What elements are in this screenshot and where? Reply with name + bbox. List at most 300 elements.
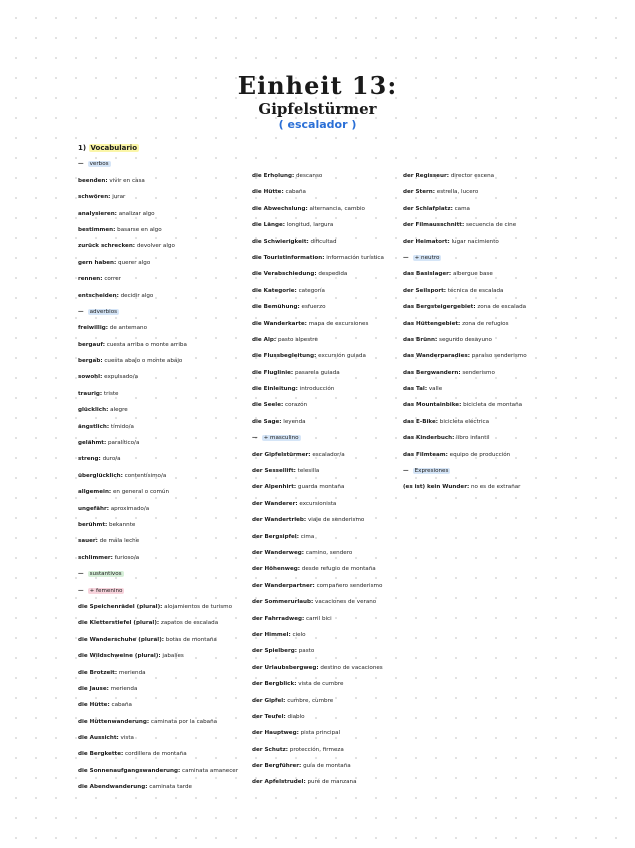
bullet-dash: — bbox=[252, 435, 258, 442]
vocab-definition: pasto alpestre bbox=[277, 336, 318, 343]
vocab-entry bbox=[78, 779, 248, 795]
vocab-term: die Jause: bbox=[78, 685, 109, 692]
vocab-definition: botas de montaña bbox=[165, 636, 217, 643]
vocab-definition: excursionista bbox=[299, 500, 337, 507]
vocab-entry bbox=[403, 414, 603, 430]
vocab-entry bbox=[252, 512, 402, 528]
page-title: Einheit 13: bbox=[237, 71, 398, 100]
vocab-entry bbox=[78, 517, 248, 533]
vocab-entry bbox=[403, 397, 603, 413]
vocab-entry bbox=[252, 479, 402, 495]
vocab-term: die Abwechslung: bbox=[252, 205, 308, 212]
vocab-entry bbox=[252, 660, 402, 676]
vocab-term: der Wandertrieb: bbox=[252, 517, 307, 524]
vocab-definition: pasarela guiada bbox=[294, 369, 340, 376]
vocab-definition: jurar bbox=[112, 194, 126, 201]
vocab-definition: triste bbox=[103, 390, 119, 397]
vocab-entry bbox=[252, 463, 402, 479]
vocab-term: die Seele: bbox=[252, 402, 284, 409]
vocab-definition: vista bbox=[120, 735, 134, 742]
vocab-entry bbox=[78, 681, 248, 697]
vocab-definition: aproximado/a bbox=[110, 505, 150, 512]
vocab-definition: querer algo bbox=[118, 259, 151, 266]
vocab-term: bergab: bbox=[78, 358, 103, 365]
vocab-term: die Einleitung: bbox=[252, 386, 298, 393]
vocab-entry bbox=[403, 184, 603, 200]
vocab-term: überglücklich: bbox=[78, 472, 123, 479]
vocab-term: schwören: bbox=[78, 194, 111, 201]
vocab-definition: cielo bbox=[292, 631, 306, 638]
vocab-term: das Mountainbike: bbox=[403, 402, 462, 409]
vocab-term: zurück schrecken: bbox=[78, 243, 136, 250]
vocab-term: die Alp: bbox=[252, 336, 277, 343]
vocab-entry bbox=[403, 299, 603, 315]
vocab-definition: corazón bbox=[285, 402, 308, 409]
vocab-term: das Tal: bbox=[403, 386, 428, 393]
vocab-definition: merienda bbox=[118, 669, 146, 676]
vocab-entry bbox=[252, 397, 402, 413]
vocab-definition: descanso bbox=[295, 173, 323, 179]
vocab-entry bbox=[252, 316, 402, 332]
vocab-entry bbox=[78, 419, 248, 435]
vocab-entry bbox=[78, 697, 248, 713]
vocab-definition: paralítico/a bbox=[108, 440, 140, 447]
vocab-term: die Bemühung: bbox=[252, 304, 300, 311]
vocab-definition: escalador/a bbox=[312, 451, 345, 458]
vocab-definition: dificultad bbox=[310, 238, 337, 245]
vocab-entry bbox=[403, 266, 603, 282]
vocab-term: das Bergwandern: bbox=[403, 369, 461, 376]
vocab-term: der Urlaubsbergweg: bbox=[252, 664, 319, 671]
vocab-entry bbox=[252, 332, 402, 348]
vocab-term: die Speichenrädel (plural): bbox=[78, 603, 163, 610]
vocab-entry bbox=[78, 746, 248, 762]
bullet-dash: — bbox=[78, 587, 84, 594]
vocab-definition: caminata tarde bbox=[149, 784, 192, 791]
vocab-definition: cumbre, cumbre bbox=[287, 697, 334, 704]
vocab-definition: tímido/a bbox=[110, 423, 134, 430]
vocab-entry bbox=[78, 206, 248, 222]
vocab-definition: equipo de producción bbox=[449, 451, 511, 458]
vocab-definition: camino, sendero bbox=[305, 549, 353, 556]
vocab-entry bbox=[403, 234, 603, 250]
vocab-entry bbox=[78, 714, 248, 730]
vocab-term: die Flussbegleitung: bbox=[252, 353, 317, 360]
vocab-entry bbox=[403, 283, 603, 299]
vocab-term: der Bergsipfel: bbox=[252, 533, 299, 540]
vocab-definition: cima bbox=[300, 533, 315, 540]
vocab-entry bbox=[403, 447, 603, 463]
vocab-entry bbox=[252, 348, 402, 364]
vocab-definition: correr bbox=[104, 276, 121, 283]
vocab-definition: cuesta abajo o monte abajo bbox=[104, 358, 183, 365]
vocab-entry bbox=[252, 299, 402, 315]
vocab-term: das Wanderparadies: bbox=[403, 353, 470, 360]
vocab-term: die Wildschweine (plural): bbox=[78, 653, 161, 660]
vocab-term: beenden: bbox=[78, 177, 108, 184]
vocab-definition: paraíso senderismo bbox=[471, 353, 527, 360]
vocab-term: sauer: bbox=[78, 538, 98, 545]
vocab-entry bbox=[78, 599, 248, 615]
vocab-entry bbox=[403, 316, 603, 332]
vocab-definition: secuencia de cine bbox=[465, 222, 517, 229]
vocab-entry bbox=[78, 501, 248, 517]
vocab-entry bbox=[78, 353, 248, 369]
vocab-term: die Hüttenwanderung: bbox=[78, 718, 150, 725]
vocab-definition: senderismo bbox=[462, 369, 495, 376]
category-heading bbox=[403, 250, 603, 266]
vocab-entry bbox=[252, 676, 402, 692]
vocab-entry bbox=[78, 615, 248, 631]
vocab-term: gelähmt: bbox=[78, 440, 107, 447]
vocab-definition: bicicleta eléctrica bbox=[439, 418, 490, 425]
vocab-definition: diablo bbox=[287, 713, 305, 720]
vocab-term: die Wanderkarte: bbox=[252, 320, 307, 327]
vocab-term: glücklich: bbox=[78, 407, 109, 414]
vocab-term: der Seilsport: bbox=[403, 287, 447, 294]
vocab-term: die Kletterstiefel (plural): bbox=[78, 620, 160, 627]
vocab-definition: decidir algo bbox=[120, 292, 154, 299]
vocab-definition: compañero senderismo bbox=[316, 582, 383, 589]
vocab-definition: duro/a bbox=[102, 456, 121, 463]
vocab-definition: información turística bbox=[326, 254, 384, 261]
vocab-entry bbox=[252, 168, 402, 184]
vocab-term: das Bergsteigergebiet: bbox=[403, 304, 476, 311]
category-heading bbox=[252, 430, 402, 446]
vocab-entry bbox=[78, 189, 248, 205]
vocab-term: rennen: bbox=[78, 276, 103, 283]
category-heading bbox=[78, 583, 248, 599]
vocab-term: die Touristinformation: bbox=[252, 254, 325, 261]
vocab-entry bbox=[252, 594, 402, 610]
vocab-entry bbox=[252, 447, 402, 463]
vocab-entry bbox=[78, 238, 248, 254]
vocab-term: die Aussicht: bbox=[78, 735, 119, 742]
bullet-dash: — bbox=[403, 468, 409, 475]
vocab-entry bbox=[78, 255, 248, 271]
vocab-term: analysieren: bbox=[78, 210, 117, 217]
vocab-definition: leyenda bbox=[283, 418, 306, 425]
vocab-entry bbox=[252, 758, 402, 774]
vocab-definition: vacaciones de verano bbox=[315, 599, 377, 606]
vocab-definition: alegre bbox=[110, 407, 128, 414]
vocab-term: das Brünn: bbox=[403, 336, 438, 343]
vocab-entry bbox=[252, 496, 402, 512]
vocab-term: die Brotzeit: bbox=[78, 669, 118, 676]
vocab-definition: cama bbox=[454, 205, 470, 212]
vocab-definition: contentísimo/a bbox=[124, 472, 167, 479]
section-title: Vocabulario bbox=[90, 144, 138, 152]
vocab-definition: caminata amanecer bbox=[182, 767, 239, 774]
section-heading bbox=[78, 140, 248, 156]
vocab-entry bbox=[78, 320, 248, 336]
vocab-definition: bekannte bbox=[109, 521, 136, 528]
vocab-entry bbox=[252, 709, 402, 725]
vocab-entry bbox=[403, 430, 603, 446]
vocab-entry bbox=[403, 365, 603, 381]
vocab-entry bbox=[78, 173, 248, 189]
vocab-term: die Schwierigkeit: bbox=[252, 238, 309, 245]
category-label: sustantivos bbox=[89, 571, 122, 578]
vocab-definition: estrella, lucero bbox=[436, 189, 479, 196]
bullet-dash: — bbox=[78, 571, 84, 578]
vocab-entry bbox=[78, 468, 248, 484]
vocab-entry bbox=[78, 665, 248, 681]
vocab-term: das Filmteam: bbox=[403, 451, 448, 458]
subtitle-translation: ( escalador ) bbox=[278, 118, 357, 131]
vocab-definition: cabaña bbox=[285, 189, 306, 196]
vocab-entry bbox=[78, 369, 248, 385]
vocab-term: der Heimatort: bbox=[403, 238, 450, 245]
vocab-term: streng: bbox=[78, 456, 101, 463]
vocab-term: der Bergführer: bbox=[252, 763, 302, 770]
vocab-term: sowohl: bbox=[78, 374, 103, 381]
bullet-dash: — bbox=[403, 254, 409, 261]
vocab-entry bbox=[252, 529, 402, 545]
vocab-entry bbox=[252, 627, 402, 643]
vocab-definition: cuesta arriba o monte arriba bbox=[106, 341, 187, 348]
vocab-term: bestimmen: bbox=[78, 226, 116, 233]
vocab-entry bbox=[252, 414, 402, 430]
vocab-entry bbox=[252, 217, 402, 233]
vocab-definition: esfuerzo bbox=[301, 304, 326, 311]
vocab-definition: de mala leche bbox=[99, 538, 140, 545]
section-number: 1) bbox=[78, 144, 87, 152]
vocab-definition: pasto bbox=[298, 648, 315, 655]
vocab-term: der Spielberg: bbox=[252, 648, 297, 655]
vocab-term: das Kinderbuch: bbox=[403, 435, 455, 442]
vocab-term: die Sage: bbox=[252, 418, 282, 425]
vocab-definition: telesilla bbox=[297, 468, 320, 475]
vocab-entry bbox=[252, 545, 402, 561]
vocab-term: der Höhenweg: bbox=[252, 566, 300, 573]
vocab-definition: de antemano bbox=[109, 325, 147, 332]
vocab-definition: no es de extrañar bbox=[470, 484, 521, 491]
category-label: adverbios bbox=[89, 308, 118, 315]
vocab-definition: devolver algo bbox=[136, 243, 175, 250]
vocab-entry bbox=[252, 365, 402, 381]
vocab-term: der Sessellift: bbox=[252, 468, 296, 475]
vocab-definition: introducción bbox=[299, 386, 335, 393]
page-subtitle: Gipfelstürmer bbox=[258, 100, 377, 118]
vocab-term: der Hauptweg: bbox=[252, 730, 299, 737]
category-label: Expresiones bbox=[414, 468, 449, 475]
vocab-entry bbox=[252, 578, 402, 594]
category-label: + masculino bbox=[263, 435, 299, 442]
vocab-entry bbox=[78, 435, 248, 451]
vocab-term: der Bergblick: bbox=[252, 681, 297, 688]
category-heading bbox=[403, 463, 603, 479]
vocab-term: die Fluglinie: bbox=[252, 369, 294, 376]
vocab-entry bbox=[252, 611, 402, 627]
vocab-term: allgemein: bbox=[78, 489, 112, 496]
vocab-entry bbox=[78, 451, 248, 467]
vocab-term: der Teufel: bbox=[252, 713, 286, 720]
vocab-definition: caminata por la cabaña bbox=[150, 718, 218, 725]
vocab-definition: zapatos de escalada bbox=[160, 620, 219, 627]
vocab-definition: furioso/a bbox=[114, 554, 140, 561]
category-label: verbos bbox=[89, 161, 109, 168]
vocab-entry bbox=[252, 643, 402, 659]
vocab-term: das E-Bike: bbox=[403, 418, 438, 425]
vocab-term: die Abendwanderung: bbox=[78, 784, 148, 791]
vocab-entry bbox=[252, 774, 402, 790]
vocab-definition: valle bbox=[428, 386, 443, 393]
vocab-definition: director escena bbox=[450, 173, 495, 179]
vocab-term: der Himmel: bbox=[252, 631, 291, 638]
vocab-term: der Wanderweg: bbox=[252, 549, 304, 556]
vocab-term: die Hütte: bbox=[78, 702, 110, 709]
vocab-entry bbox=[78, 402, 248, 418]
vocab-definition: expulsado/a bbox=[104, 374, 139, 381]
vocab-definition: vivir en casa bbox=[109, 177, 145, 184]
vocab-term: der Gipfelstürmer: bbox=[252, 451, 311, 458]
vocab-definition: merienda bbox=[110, 685, 138, 692]
vocab-entry bbox=[78, 337, 248, 353]
vocab-definition: despedida bbox=[318, 271, 348, 278]
vocab-entry bbox=[252, 234, 402, 250]
vocab-term: gern haben: bbox=[78, 259, 117, 266]
vocab-entry bbox=[403, 201, 603, 217]
vocab-term: der Regisseur: bbox=[403, 173, 449, 179]
vocab-term: die Hütte: bbox=[252, 189, 284, 196]
vocab-definition: pista principal bbox=[300, 730, 341, 737]
vocab-entry bbox=[78, 484, 248, 500]
category-label: + femenino bbox=[89, 587, 123, 594]
vocab-term: der Fahrradweg: bbox=[252, 615, 305, 622]
vocab-definition: libro infantil bbox=[456, 435, 490, 442]
vocab-term: (es ist) kein Wunder: bbox=[403, 484, 470, 491]
vocab-term: das Hüttengebiet: bbox=[403, 320, 461, 327]
vocab-term: der Filmausschnitt: bbox=[403, 222, 465, 229]
vocab-definition: guarda montaña bbox=[297, 484, 345, 491]
vocab-entry bbox=[252, 184, 402, 200]
vocab-entry bbox=[252, 725, 402, 741]
vocab-definition: viaje de senderismo bbox=[307, 517, 365, 524]
vocab-term: die Kategorie: bbox=[252, 287, 297, 294]
vocab-entry bbox=[252, 283, 402, 299]
vocab-term: das Basislager: bbox=[403, 271, 452, 278]
bullet-dash: — bbox=[78, 308, 84, 315]
vocab-definition: cabaña bbox=[111, 702, 132, 709]
vocab-definition: basarse en algo bbox=[117, 226, 162, 233]
vocab-term: die Erholung: bbox=[252, 173, 295, 179]
vocab-entry bbox=[78, 533, 248, 549]
vocab-entry bbox=[252, 693, 402, 709]
vocab-term: die Wanderschuhe (plural): bbox=[78, 636, 164, 643]
vocab-definition: categoría bbox=[298, 287, 325, 294]
category-heading bbox=[78, 156, 248, 172]
vocab-term: die Länge: bbox=[252, 222, 286, 229]
vocab-term: berühmt: bbox=[78, 521, 108, 528]
vocab-definition: mapa de excursiones bbox=[308, 320, 369, 327]
vocab-entry bbox=[78, 550, 248, 566]
bullet-dash: — bbox=[78, 161, 84, 168]
vocab-term: die Verabschiedung: bbox=[252, 271, 317, 278]
title-block bbox=[0, 72, 635, 132]
vocab-definition: lugar nacimiento bbox=[451, 238, 499, 245]
vocab-entry bbox=[78, 763, 248, 779]
vocab-entry bbox=[252, 266, 402, 282]
vocab-entry bbox=[78, 730, 248, 746]
vocab-definition: guía de montaña bbox=[303, 763, 351, 770]
vocab-term: ängstlich: bbox=[78, 423, 110, 430]
vocab-definition: jabalíes bbox=[162, 653, 184, 660]
category-heading bbox=[78, 566, 248, 582]
vocab-entry bbox=[78, 648, 248, 664]
vocab-entry bbox=[403, 479, 603, 495]
vocab-entry bbox=[403, 332, 603, 348]
vocab-term: die Bergkette: bbox=[78, 751, 124, 758]
vocab-definition: albergue base bbox=[452, 271, 493, 278]
vocab-definition: puré de manzana bbox=[307, 779, 357, 786]
vocab-entry bbox=[78, 632, 248, 648]
vocab-entry bbox=[78, 386, 248, 402]
vocab-term: ungefähr: bbox=[78, 505, 109, 512]
vocab-term: der Schlafplatz: bbox=[403, 205, 453, 212]
vocab-term: der Apfelstrudel: bbox=[252, 779, 306, 786]
vocab-term: entscheiden: bbox=[78, 292, 119, 299]
vocab-definition: desde refugio de montaña bbox=[301, 566, 376, 573]
vocab-definition: destino de vacaciones bbox=[320, 664, 383, 671]
vocab-definition: carril bici bbox=[306, 615, 332, 622]
vocab-entry bbox=[403, 381, 603, 397]
vocab-entry bbox=[252, 742, 402, 758]
vocab-entry bbox=[252, 561, 402, 577]
vocab-term: der Alpenhirt: bbox=[252, 484, 297, 491]
vocab-definition: en general o común bbox=[112, 489, 169, 496]
vocab-entry bbox=[252, 201, 402, 217]
vocab-term: freiwillig: bbox=[78, 325, 108, 332]
vocab-term: bergauf: bbox=[78, 341, 105, 348]
vocab-entry bbox=[78, 222, 248, 238]
vocab-term: schlimmer: bbox=[78, 554, 113, 561]
vocab-column-1 bbox=[78, 140, 248, 796]
vocab-definition: cordillera de montaña bbox=[125, 751, 187, 758]
vocab-definition: longitud, largura bbox=[286, 222, 334, 229]
category-heading bbox=[78, 304, 248, 320]
vocab-term: der Stern: bbox=[403, 189, 435, 196]
vocab-term: der Wanderer: bbox=[252, 500, 298, 507]
vocab-column-2 bbox=[252, 168, 402, 791]
category-label: + neutro bbox=[414, 254, 440, 261]
vocab-definition: técnica de escalada bbox=[447, 287, 504, 294]
vocab-definition: protección, firmeza bbox=[289, 746, 344, 753]
vocab-definition: alternancia, cambio bbox=[309, 205, 365, 212]
vocab-definition: alojamientos de turismo bbox=[164, 603, 233, 610]
vocab-term: traurig: bbox=[78, 390, 103, 397]
vocab-term: der Wanderpartner: bbox=[252, 582, 315, 589]
vocab-column-3 bbox=[403, 168, 603, 496]
vocab-entry bbox=[403, 348, 603, 364]
vocab-entry bbox=[252, 250, 402, 266]
vocab-definition: zona de refugios bbox=[462, 320, 509, 327]
vocab-definition: analizar algo bbox=[118, 210, 155, 217]
vocab-entry bbox=[403, 168, 603, 184]
vocab-definition: excursión guiada bbox=[318, 353, 366, 360]
vocab-term: die Sonnenaufgangswanderung: bbox=[78, 767, 181, 774]
vocab-term: der Gipfel: bbox=[252, 697, 286, 704]
vocab-definition: zona de escalada bbox=[477, 304, 527, 311]
vocab-entry bbox=[252, 381, 402, 397]
vocab-entry bbox=[403, 217, 603, 233]
vocab-definition: vista de cumbre bbox=[298, 681, 344, 688]
vocab-entry bbox=[78, 271, 248, 287]
vocab-entry bbox=[78, 288, 248, 304]
vocab-term: der Schutz: bbox=[252, 746, 288, 753]
vocab-definition: segundo desayuno bbox=[439, 336, 492, 343]
vocab-term: der Sommerurlaub: bbox=[252, 599, 314, 606]
